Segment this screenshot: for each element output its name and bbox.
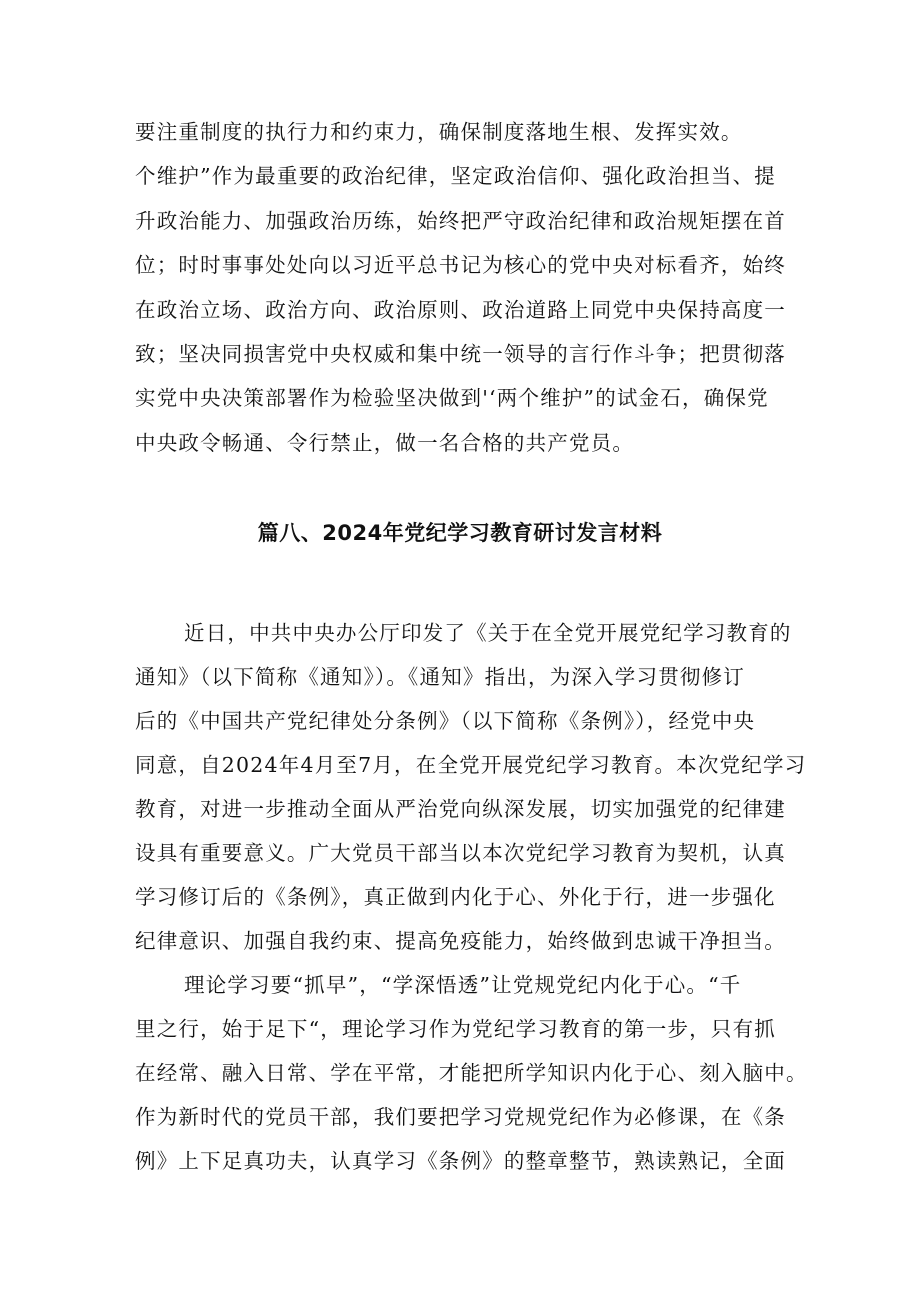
text-line: 教育，对进一步推动全面从严治党向纵深发展，切实加强党的纪律建 — [135, 797, 786, 821]
text-line: 中央政令畅通、令行禁止，做一名合格的共产党员。 — [135, 431, 635, 455]
text-line: 在政治立场、政治方向、政治原则、政治道路上同党中央保持高度一 — [135, 298, 786, 322]
text-line: 里之行，始于足下“，理论学习作为党纪学习教育的第一步，只有抓 — [135, 1017, 776, 1041]
text-line: 后的《中国共产党纪律处分条例》（以下简称《条例》），经党中央 — [135, 709, 756, 733]
text-line: 通知》（以下简称《通知》）。《通知》指出，为深入学习贯彻修订 — [135, 665, 745, 689]
text-line: 位；时时事事处处向以习近平总书记为核心的党中央对标看齐，始终 — [135, 253, 786, 277]
text-line: 纪律意识、加强自我约束、提高免疫能力，始终做到忠诚干净担当。 — [135, 929, 786, 953]
text-line: 要注重制度的执行力和约束力，确保制度落地生根、发挥实效。 — [135, 120, 743, 144]
text-line: 致；坚决同损害党中央权威和集中统一领导的言行作斗争；把贯彻落 — [135, 342, 786, 366]
text-line: 近日，中共中央办公厅印发了《关于在全党开展党纪学习教育的 — [184, 621, 792, 645]
text-line: 学习修订后的《条例》，真正做到内化于心、外化于行，进一步强化 — [135, 885, 776, 909]
text-line: 设具有重要意义。广大党员干部当以本次党纪学习教育为契机，认真 — [135, 841, 786, 865]
section-heading: 篇八、2024年党纪学习教育研讨发言材料 — [257, 521, 663, 545]
text-line: 同意，自2024年4月至7月，在全党开展党纪学习教育。本次党纪学习 — [135, 753, 807, 777]
text-line: 理论学习要“抓早”，“学深悟透”让党规党纪内化于心。“千 — [184, 973, 742, 997]
text-line: 在经常、融入日常、学在平常，才能把所学知识内化于心、刻入脑中。 — [135, 1061, 808, 1085]
text-line: 个维护”作为最重要的政治纪律，坚定政治信仰、强化政治担当、提 — [135, 164, 776, 188]
text-line: 例》上下足真功夫，认真学习《条例》的整章整节，熟读熟记，全面 — [135, 1149, 786, 1173]
text-line: 实党中央决策部署作为检验坚决做到'‘两个维护”的试金石，确保党 — [135, 386, 769, 410]
text-line: 作为新时代的党员干部，我们要把学习党规党纪作为必修课，在《条 — [135, 1105, 786, 1129]
text-line: 升政治能力、加强政治历练，始终把严守政治纪律和政治规矩摆在首 — [135, 209, 786, 233]
